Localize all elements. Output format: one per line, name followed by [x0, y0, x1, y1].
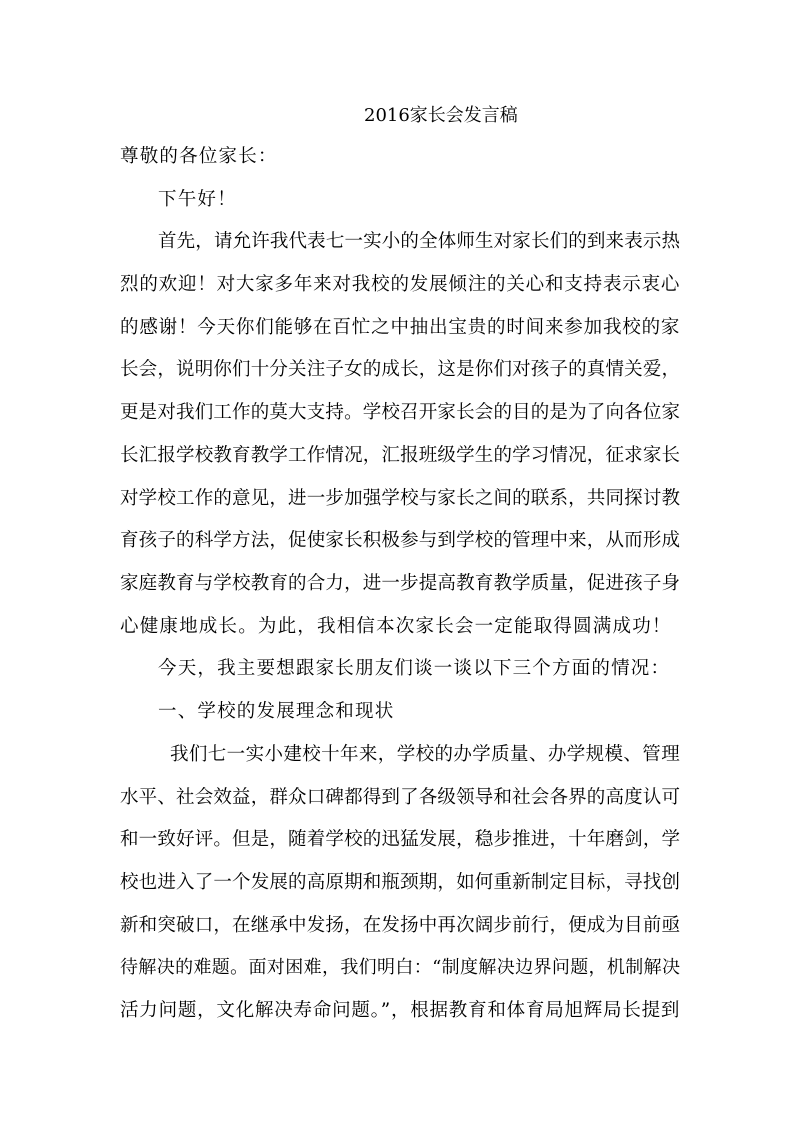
paragraph-line: 校也进入了一个发展的高原期和瓶颈期，如何重新制定目标，寻找创 — [120, 872, 680, 893]
paragraph-line: 家庭教育与学校教育的合力，进一步提高教育教学质量，促进孩子身 — [120, 573, 680, 594]
document-title: 2016家长会发言稿 — [364, 105, 518, 126]
section-heading: 一、学校的发展理念和现状 — [158, 701, 395, 722]
intro-line: 今天，我主要想跟家长朋友们谈一谈以下三个方面的情况： — [158, 658, 671, 679]
paragraph-line: 新和突破口，在继承中发扬，在发扬中再次阔步前行，便成为目前亟 — [120, 915, 680, 936]
paragraph-line: 的感谢！今天你们能够在百忙之中抽出宝贵的时间来参加我校的家 — [120, 317, 680, 338]
paragraph-line: 更是对我们工作的莫大支持。学校召开家长会的目的是为了向各位家 — [120, 402, 680, 423]
paragraph-line: 我们七一实小建校十年来，学校的办学质量、办学规模、管理 — [170, 744, 680, 765]
paragraph-line: 长汇报学校教育教学工作情况，汇报班级学生的学习情况，征求家长 — [120, 445, 680, 466]
paragraph-line: 首先，请允许我代表七一实小的全体师生对家长们的到来表示热 — [158, 231, 680, 252]
paragraph-line: 活力问题，文化解决寿命问题。”，根据教育和体育局旭辉局长提到 — [120, 1000, 680, 1021]
greeting-line: 下午好！ — [158, 189, 237, 210]
paragraph-line: 心健康地成长。为此，我相信本次家长会一定能取得圆满成功！ — [120, 616, 672, 637]
paragraph-line: 和一致好评。但是，随着学校的迅猛发展，稳步推进，十年磨剑，学 — [120, 829, 680, 850]
paragraph-line: 水平、社会效益，群众口碑都得到了各级领导和社会各界的高度认可 — [120, 787, 680, 808]
paragraph-line: 育孩子的科学方法，促使家长积极参与到学校的管理中来，从而形成 — [120, 530, 680, 551]
paragraph-line: 烈的欢迎！对大家多年来对我校的发展倾注的关心和支持表示衷心 — [120, 274, 680, 295]
salutation-line: 尊敬的各位家长： — [120, 146, 278, 167]
paragraph-line: 对学校工作的意见，进一步加强学校与家长之间的联系，共同探讨教 — [120, 488, 680, 509]
paragraph-line: 待解决的难题。面对困难，我们明白：“制度解决边界问题，机制解决 — [120, 957, 680, 978]
paragraph-line: 长会，说明你们十分关注子女的成长，这是你们对孩子的真情关爱， — [120, 359, 680, 380]
